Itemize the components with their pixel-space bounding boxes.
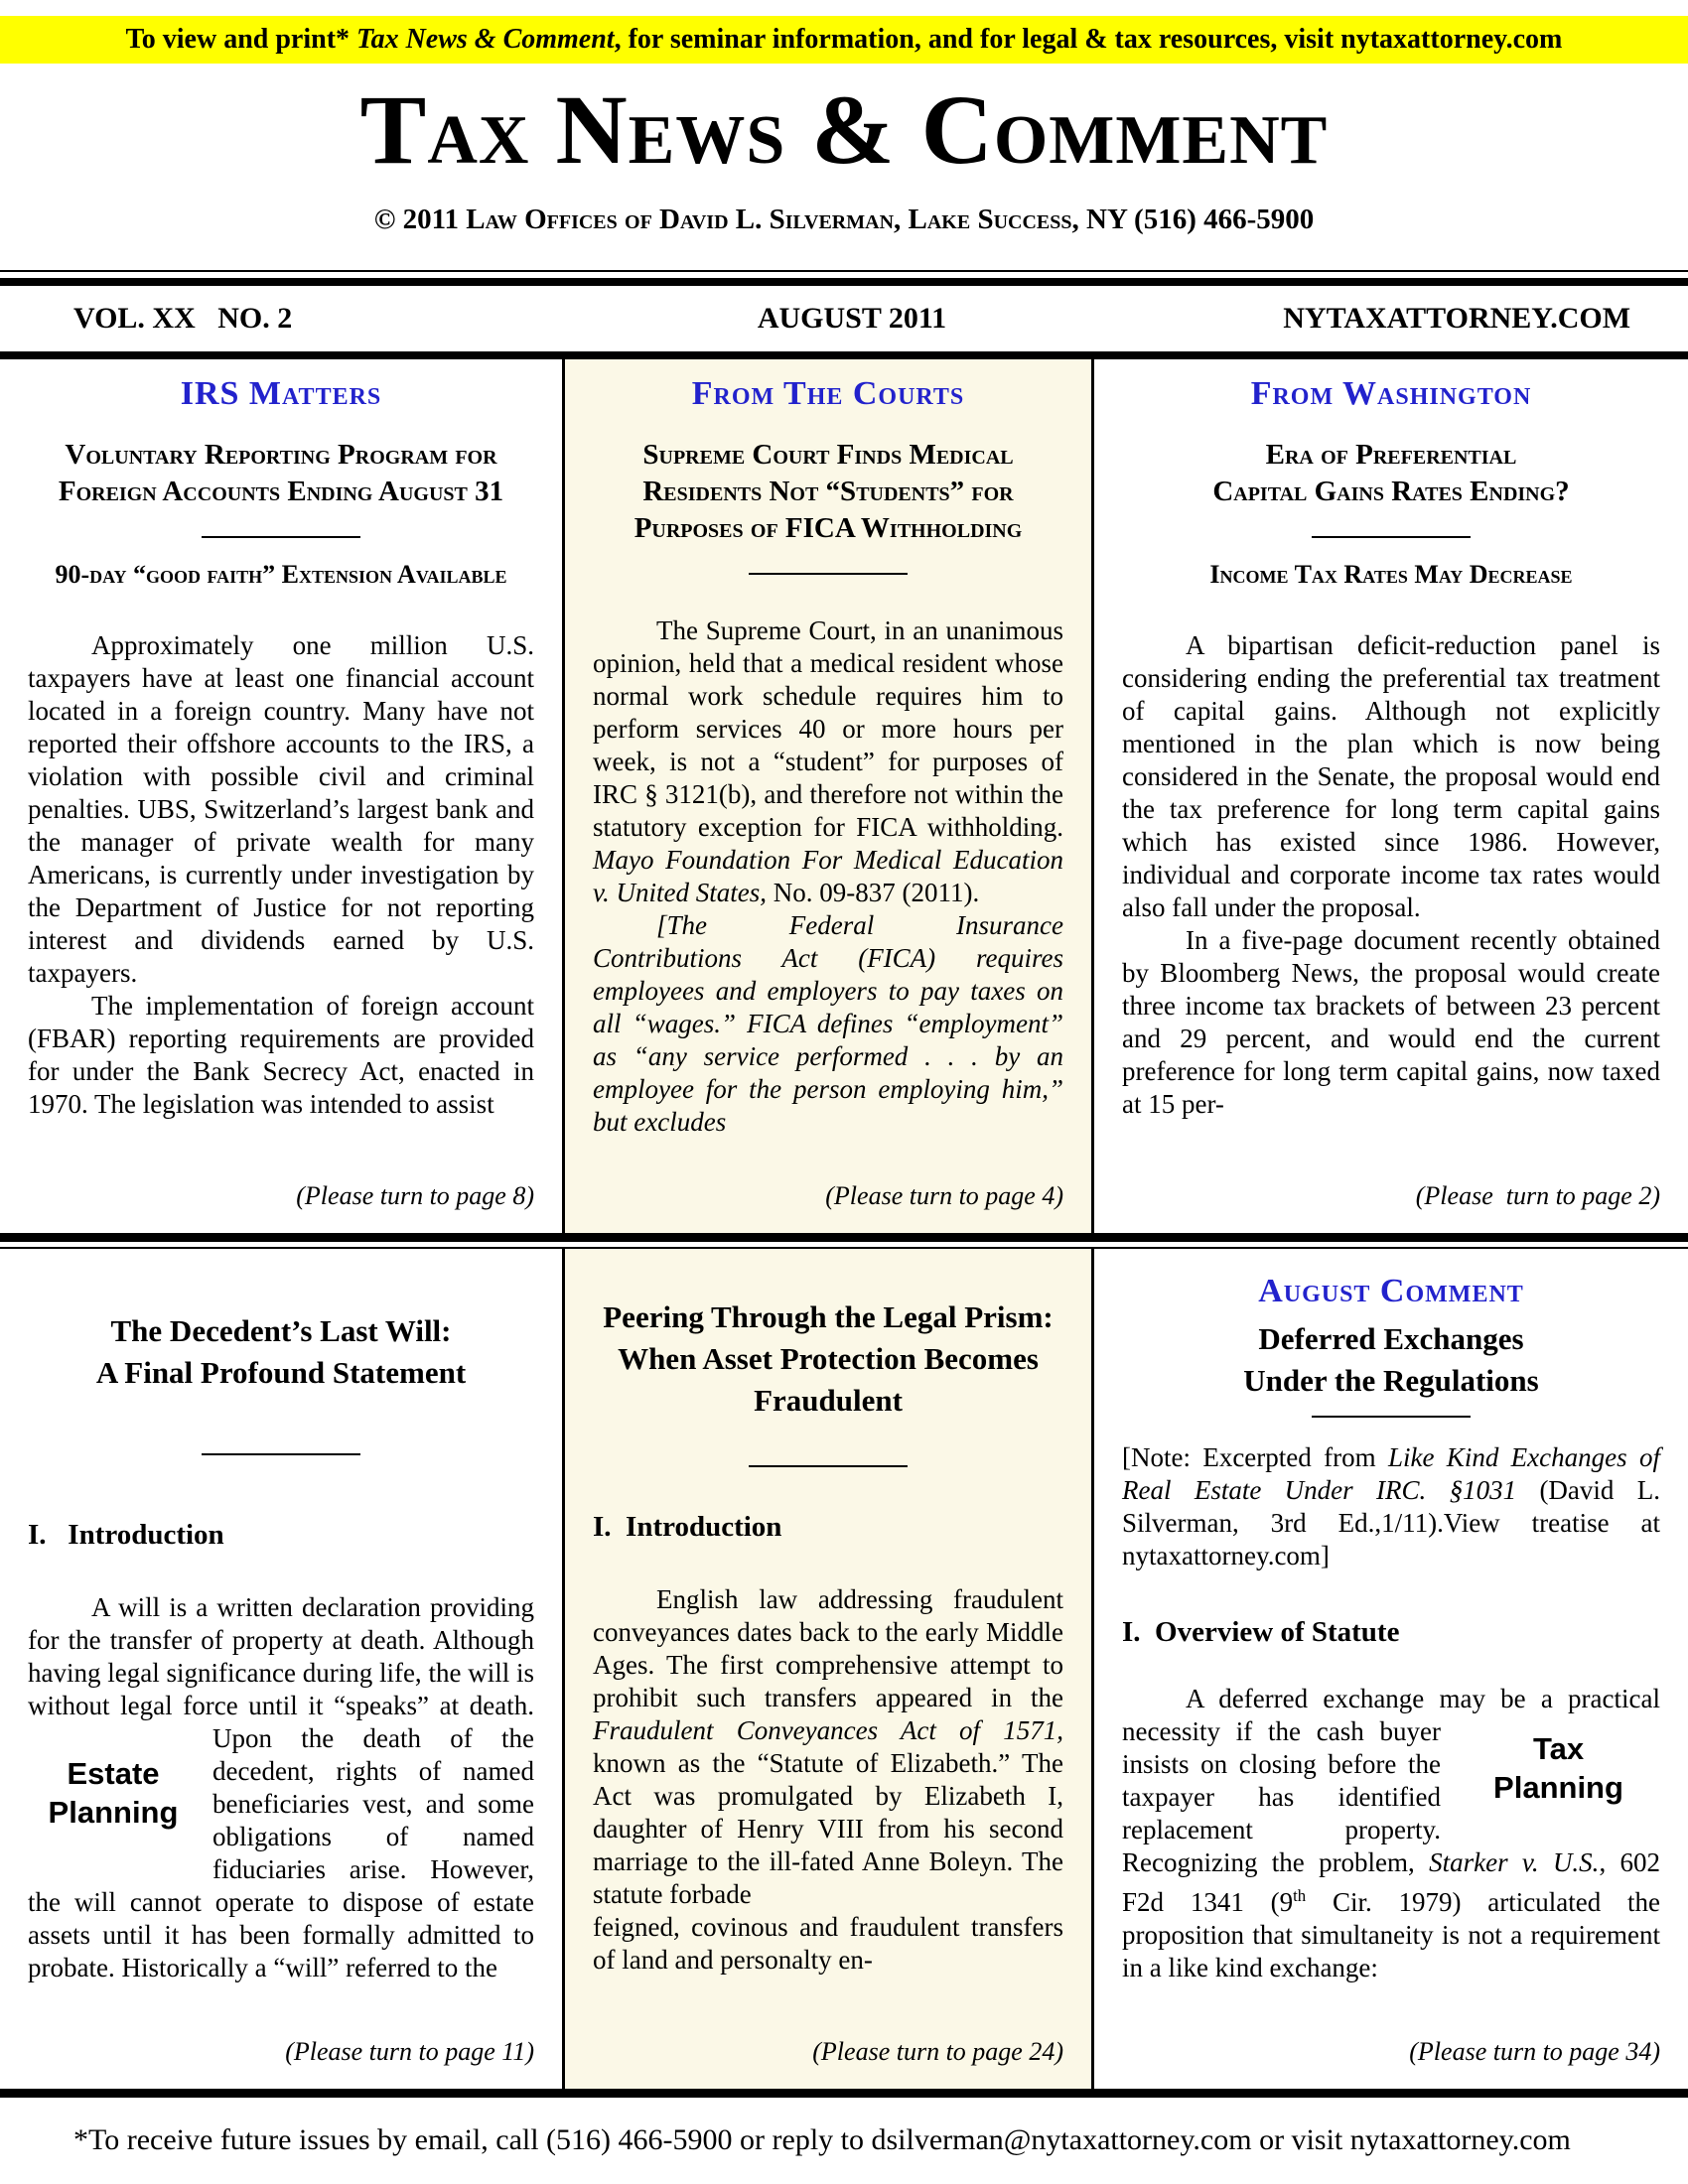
paragraph <box>28 1591 534 1984</box>
continuation-note: (Please turn to page 24) <box>812 2037 1063 2066</box>
title-rule <box>749 1465 908 1467</box>
article-body <box>28 629 534 1121</box>
continuation-note: (Please turn to page 34) <box>1409 2037 1660 2066</box>
paragraph: A deferred exchange may be a practical necessity if Tax Planning the cash buyer insists on closing before the taxpayer has identified replacement property. Recognizing the problem, Starker v. U.S., 602 F2d 1341 (9th Cir. 1979) articulated the proposition that simultaneity is not a requirement in a like kind exchange: <box>1122 1683 1660 1982</box>
article-subtitle: 90-day “good faith” Extension Available <box>55 560 507 590</box>
top-section <box>0 359 1688 1233</box>
article-body <box>593 1583 1063 1977</box>
title-line: Era of Preferential <box>1265 439 1517 471</box>
block-quote: feigned, covinous and fraudulent transfers of land and personalty en- <box>593 1911 1063 1975</box>
estate-planning-label: Estate Planning <box>48 1755 179 1830</box>
paragraph-text: The Supreme Court, in an unanimous opinion, held that a medical resident whose normal work schedule requires him to perform services 40 or more hours per week, is not a “student” for purposes of IRC § 3121(b), and therefore not within the statutory exception for FICA withholding. <box>593 615 1063 843</box>
article-from-the-courts <box>562 359 1094 1233</box>
section-header-from-washington: From Washington <box>1250 375 1532 412</box>
title-rule <box>202 1453 360 1455</box>
masthead-divider <box>0 270 1688 286</box>
article-title: Voluntary Reporting Program for Foreign Accounts Ending August 31 <box>58 439 504 508</box>
paragraph <box>593 614 1063 909</box>
section-divider <box>0 1233 1688 1249</box>
article-legal-prism <box>562 1249 1094 2089</box>
issue-date: AUGUST 2011 <box>757 302 947 335</box>
article-body <box>28 1591 534 1984</box>
paragraph-text: English law addressing fraudulent conveyances dates back to the early Middle Ages. The first comprehensive attempt to prohibit such transfers appeared in the <box>593 1583 1063 1712</box>
treatise-citation: Like Kind Exchanges of Real Estate Under IRC. §1031 <box>1122 1441 1660 1505</box>
title-rule <box>1312 1416 1471 1418</box>
bottom-section <box>0 1249 1688 2089</box>
article-body <box>1122 629 1660 1121</box>
section-heading-introduction: I. Introduction <box>593 1510 782 1543</box>
banner-text-title: Tax News & Comment <box>356 24 615 55</box>
article-title: Supreme Court Finds Medical Residents Not “Students” for Purposes of FICA Withholding <box>633 439 1023 545</box>
article-title <box>28 1310 534 1394</box>
continuation-note: (Please turn to page 2) <box>1415 1181 1660 1210</box>
paragraph-text: A deferred exchange may be a practical necessity if <box>1122 1683 1660 1746</box>
article-subtitle: Income Tax Rates May Decrease <box>1209 560 1573 590</box>
paragraph: [The Federal Insurance Contributions Act (FICA) requires employees and employers to pay taxes on all “wages.” FICA defines “employment” as “any service performed . . . by an employee for the person employing him,” but excludes <box>593 910 1063 1138</box>
paragraph-text: A will is a written declaration providing for the transfer of property at death. Although having legal significance during life, the will is without legal force until it “speaks” at <box>28 1591 534 1720</box>
article-title <box>1122 437 1660 510</box>
issue-bar <box>0 286 1688 351</box>
editor-note: [Note: Excerpted from Like Kind Exchanges of Real Estate Under IRC. §1031 (David L. Silverman, 3rd Ed.,1/11).View treatise at nytaxattorney.com] <box>1122 1441 1661 1570</box>
banner-text-suffix: , for seminar information, and for legal & tax resources, visit nytaxattorney.com <box>614 24 1563 55</box>
paragraph: Approximately one million U.S. taxpayers have at least one financial account located in a foreign country. Many have not reported their offshore accounts to the IRS, a violation with possible civil and criminal penalties. UBS, Switzerland’s largest bank and the manager of private wealth for many Americans, is currently under investigation by the Department of Justice for not reporting interest and dividends earned by U.S. taxpayers. <box>28 630 534 989</box>
paragraph-text: No. 09-837 (2011). <box>766 878 980 908</box>
section-header-from-the-courts: From The Courts <box>691 375 965 412</box>
top-banner <box>0 16 1688 64</box>
continuation-note: (Please turn to page 11) <box>285 2037 534 2066</box>
title-rule <box>749 573 908 575</box>
paragraph-text: the cash buyer insists on closing before the taxpayer has identified replacement property. Recognizing the problem, <box>1122 1715 1441 1877</box>
article-body <box>593 614 1063 1139</box>
statute-citation: Fraudulent Conveyances Act of 1571, <box>593 1714 1063 1745</box>
title-line: The Decedent’s Last Will: <box>110 1313 452 1348</box>
article-title: Peering Through the Legal Prism: When Asset Protection Becomes Fraudulent <box>603 1299 1054 1418</box>
title-rule <box>1312 536 1471 538</box>
masthead-title: Tax News & Comment <box>359 74 1329 185</box>
superscript: th <box>1293 1885 1307 1905</box>
title-line: Under the Regulations <box>1243 1362 1539 1398</box>
article-august-comment <box>1094 1249 1688 2089</box>
title-rule <box>202 536 360 538</box>
case-citation: Starker v. U.S. <box>1429 1846 1600 1877</box>
paragraph: A bipartisan deficit-reduction panel is considering ending the preferential tax treatment of capital gains. Although not explicitly mentioned in the plan which is now being considered in the Senate, the proposal would end the tax preference for long term capital gains which has existed since 1986. However, individual and corporate income tax rates would also fall under the proposal. <box>1122 630 1660 923</box>
banner-text <box>126 24 1563 56</box>
continuation-note: (Please turn to page 4) <box>825 1181 1063 1210</box>
paragraph: The implementation of foreign account (FBAR) reporting requirements are provided for under the Bank Secrecy Act, enacted in 1970. The legislation was intended to assist <box>28 991 534 1120</box>
footer-divider <box>0 2089 1688 2098</box>
section-heading-overview: I. Overview of Statute <box>1122 1615 1400 1648</box>
website-text: NYTAXATTORNEY.COM <box>1283 302 1631 335</box>
article-body <box>1122 1683 1660 1984</box>
title-line: Capital Gains Rates Ending? <box>1212 476 1570 508</box>
section-header-august-comment: August Comment <box>1258 1273 1524 1309</box>
paragraph-text: death. Upon the death of the decedent, rights of named beneficiaries vest, and some obligations of named fiduciaries arise. However, the will cannot operate to dispose of estate assets until it has been formally admitted to probate. Historically a “will” referred to the <box>28 1690 534 1982</box>
divider-thick <box>0 278 1688 286</box>
paragraph-text: known as the “Statute of Elizabeth.” The Act was promulgated by Elizabeth I, daughter of Henry VIII from his second marriage to the ill-fated Anne Boleyn. The statute forbade <box>593 1747 1063 1909</box>
article-title <box>1122 1318 1660 1402</box>
section-heading-introduction: I. Introduction <box>28 1518 224 1551</box>
title-line: A Final Profound Statement <box>95 1354 467 1390</box>
title-line: Deferred Exchanges <box>1258 1321 1524 1356</box>
divider-thick <box>0 1233 1688 1242</box>
volume-number: VOL. XX NO. 2 <box>73 302 293 335</box>
article-decedents-last-will <box>0 1249 562 2089</box>
case-citation: Mayo Foundation For Medical Education v. United States, <box>593 845 1063 908</box>
article-from-washington <box>1094 359 1688 1233</box>
footer-note: *To receive future issues by email, call (516) 466-5900 or reply to dsilverman@nytaxattorney.com or visit nytaxattorney.com <box>73 2123 1571 2156</box>
banner-text-prefix: To view and print* <box>125 24 357 55</box>
section-header-irs-matters: IRS Matters <box>180 375 382 412</box>
continuation-note: (Please turn to page 8) <box>296 1181 534 1210</box>
issue-bar-divider <box>0 351 1688 359</box>
copyright-line: © 2011 Law Offices of David L. Silverman, Lake Success, NY (516) 466-5900 <box>373 204 1315 235</box>
paragraph <box>593 1583 1063 1911</box>
tax-planning-label: Tax Planning <box>1493 1730 1623 1805</box>
article-irs-matters <box>0 359 562 1233</box>
paragraph: In a five-page document recently obtained by Bloomberg News, the proposal would create three income tax brackets of between 23 percent and 29 percent, and would end the current preference for long term capital gains, now taxed at 15 per- <box>1122 925 1660 1120</box>
